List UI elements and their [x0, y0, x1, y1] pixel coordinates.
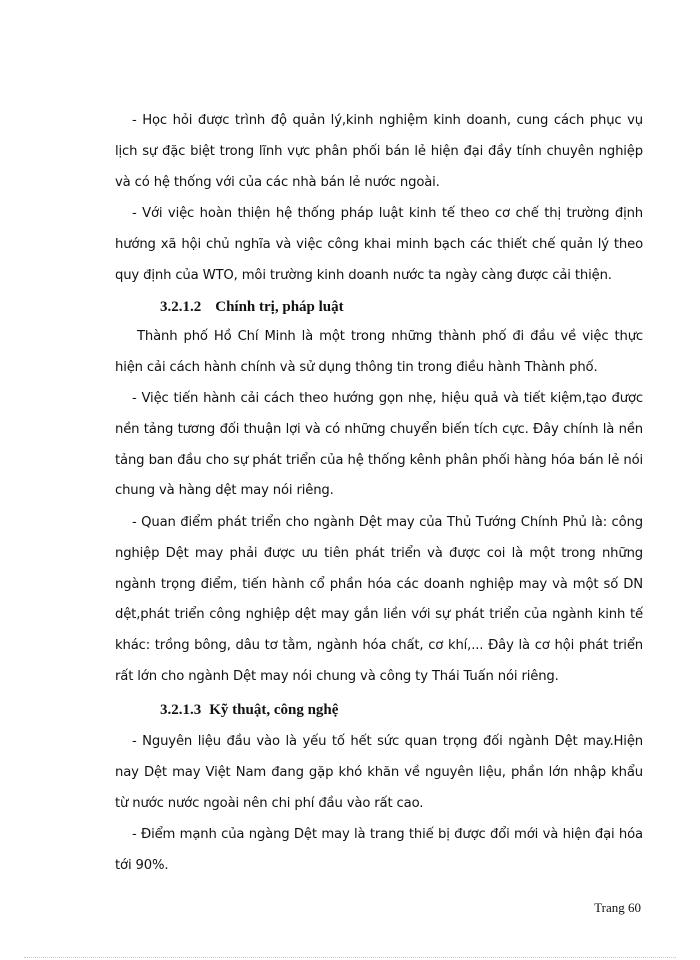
paragraph-textile-policy: - Quan điểm phát triển cho ngành Dệt may của Thủ Tướng Chính Phủ là: công nghiệp Dệt may phải được ưu tiên phát triển và được coi là một trong những ngành trọng điểm, tiến hành cổ phần hóa các doanh nghiệp may và một số DN dệt,phát triển công nghiệp dệt may gắn liền với sự phát triển của ngành kinh tế khác: trồng bông, dâu tơ tằm, ngành hóa chất, cơ khí,... Đây là cơ hội phát triển rất lớn cho ngành Dệt may nói chung và công ty Thái Tuấn nói riêng.: [115, 515, 643, 684]
page-number: Trang 60: [594, 900, 641, 915]
heading-title: Chính trị, pháp luật: [215, 299, 344, 315]
paragraph-raw-materials: - Nguyên liệu đầu vào là yếu tố hết sức quan trọng đối ngành Dệt may.Hiện nay Dệt may Việt Nam đang gặp khó khăn về nguyên liệu, phần lớn nhập khẩu từ nước nước ngoài nên chi phí đầu vào rất cao.: [115, 734, 643, 811]
paragraph-administrative-reform: - Việc tiến hành cải cách theo hướng gọn nhẹ, hiệu quả và tiết kiệm,tạo được nền tảng tương đối thuận lợi và có những chuyển biến tích cực. Đây chính là nền tảng ban đầu cho sự phát triển của hệ thống kênh phân phối hàng hóa bán lẻ nói chung và hàng dệt may nói riêng.: [115, 391, 643, 499]
paragraph-equipment: - Điểm mạnh của ngàng Dệt may là trang thiế bị được đổi mới và hiện đại hóa tới 90%.: [115, 827, 643, 873]
page-bottom-divider: [24, 957, 676, 958]
heading-number: 3.2.1.2: [160, 299, 202, 315]
heading-title: Kỹ thuật, công nghệ: [209, 702, 339, 718]
heading-technology: [160, 700, 338, 720]
heading-politics-law: [160, 297, 344, 317]
heading-number: 3.2.1.3: [160, 702, 202, 718]
paragraph-learning-management: - Học hỏi được trình độ quản lý,kinh nghiệm kinh doanh, cung cách phục vụ lịch sự đặc biệt trong lĩnh vực phân phối bán lẻ hiện đại đầy tính chuyên nghiệp và có hệ thống với của các nhà bán lẻ nước ngoài.: [115, 113, 643, 190]
paragraph-hcmc-reform: Thành phố Hồ Chí Minh là một trong những thành phố đi đầu về việc thực hiện cải cách hành chính và sử dụng thông tin trong điều hành Thành phố.: [115, 329, 643, 375]
paragraph-legal-system: - Với việc hoàn thiện hệ thống pháp luật kinh tế theo cơ chế thị trường định hướng xã hội chủ nghĩa và việc công khai minh bạch các thiết chế quản lý theo quy định của WTO, môi trường kinh doanh nước ta ngày càng được cải thiện.: [115, 206, 643, 283]
